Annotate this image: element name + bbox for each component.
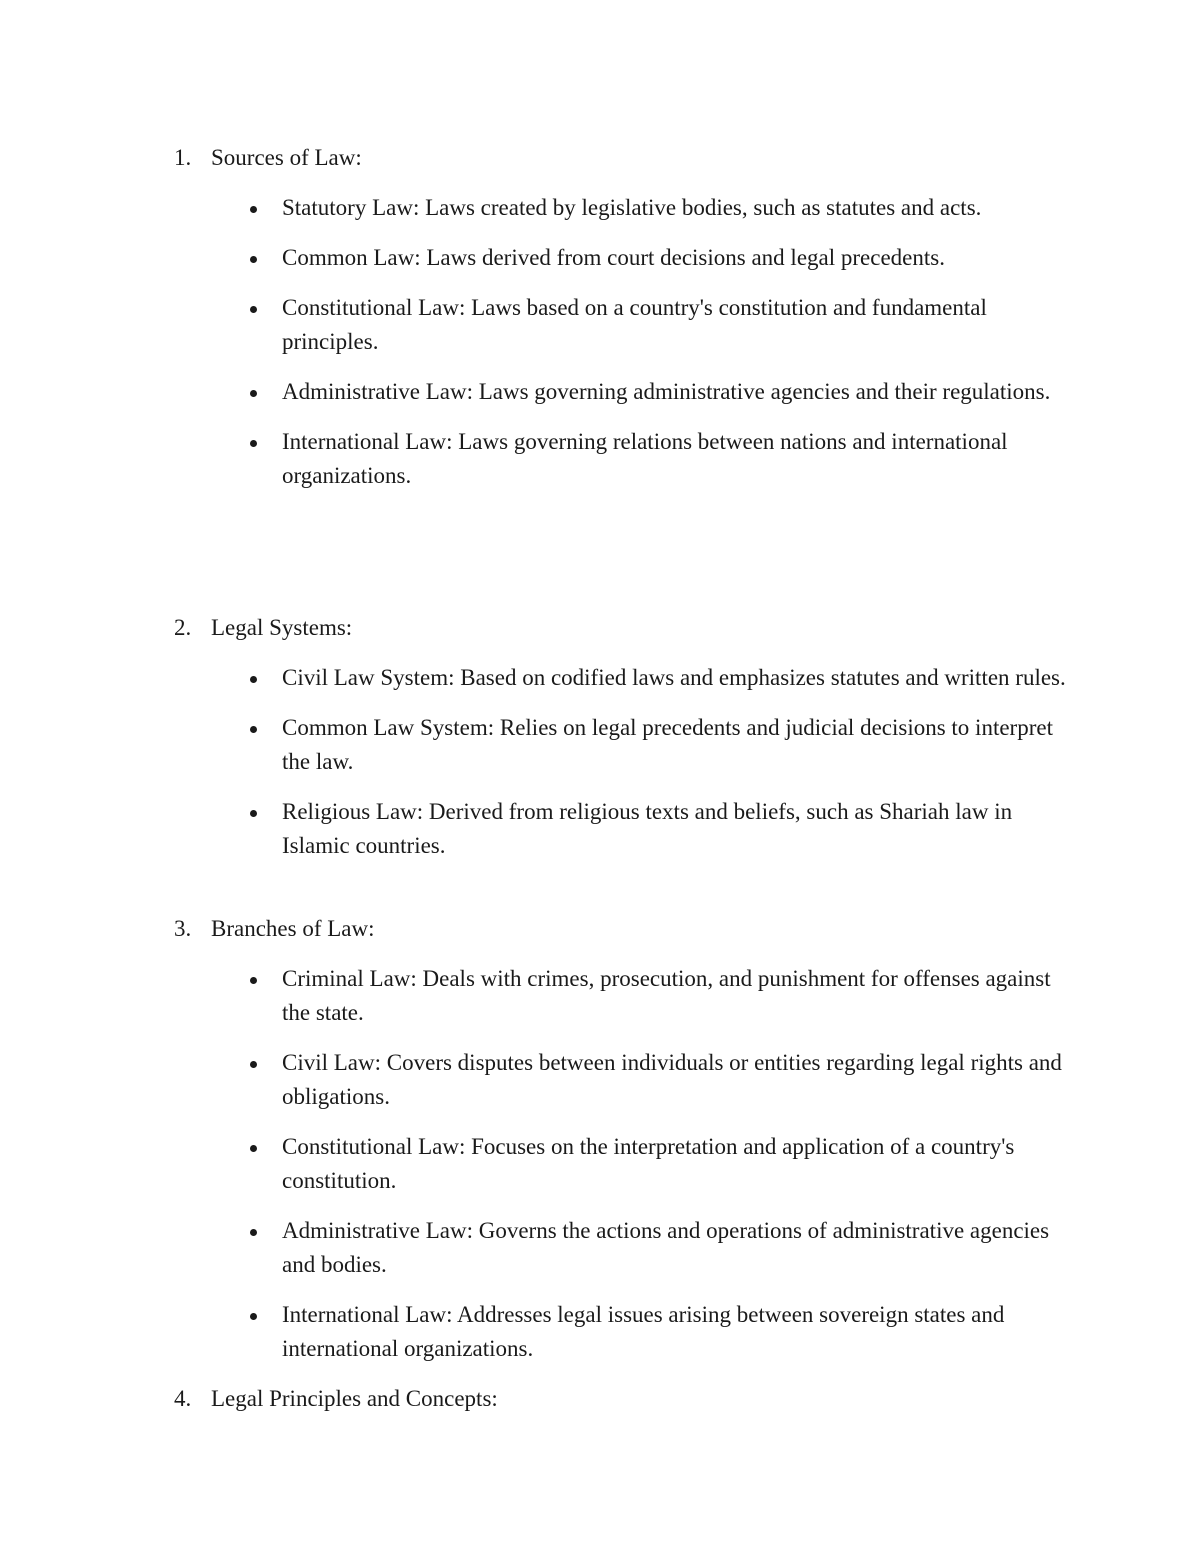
bullet-icon <box>250 1229 257 1236</box>
bullet-icon <box>250 676 257 683</box>
section-number: 4. <box>174 1386 192 1411</box>
bullet-icon <box>250 390 257 397</box>
list-item <box>0 795 1072 863</box>
section-sources-of-law <box>0 141 1200 493</box>
list-item <box>0 291 1072 359</box>
section-legal-principles <box>0 1382 1200 1416</box>
bullet-icon <box>250 1145 257 1152</box>
section-title: Sources of Law: <box>211 145 362 170</box>
list-item <box>0 661 1072 695</box>
bullet-icon <box>250 977 257 984</box>
bullet-icon <box>250 206 257 213</box>
list-item-text: Civil Law System: Based on codified laws and emphasizes statutes and written rules. <box>282 665 1066 690</box>
list-item-text: Criminal Law: Deals with crimes, prosecution, and punishment for offenses against the state. <box>282 966 1051 1025</box>
bullet-icon <box>250 440 257 447</box>
list-item-text: International Law: Addresses legal issues arising between sovereign states and international organizations. <box>282 1302 1005 1361</box>
bullet-list <box>0 191 1200 493</box>
list-item-text: Administrative Law: Laws governing administrative agencies and their regulations. <box>282 379 1051 404</box>
list-item <box>0 1298 1072 1366</box>
bullet-icon <box>250 306 257 313</box>
list-item <box>0 375 1072 409</box>
list-item-text: Statutory Law: Laws created by legislative bodies, such as statutes and acts. <box>282 195 982 220</box>
section-number: 2. <box>174 615 192 640</box>
list-item-text: Common Law: Laws derived from court decisions and legal precedents. <box>282 245 945 270</box>
bullet-list <box>0 962 1200 1366</box>
list-item-text: International Law: Laws governing relations between nations and international organizations. <box>282 429 1008 488</box>
section-heading <box>0 912 1200 946</box>
bullet-list <box>0 661 1200 863</box>
section-heading <box>0 141 1200 175</box>
list-item <box>0 1130 1072 1198</box>
list-item-text: Civil Law: Covers disputes between individuals or entities regarding legal rights and obligations. <box>282 1050 1062 1109</box>
bullet-icon <box>250 1061 257 1068</box>
section-number: 3. <box>174 916 192 941</box>
section-heading <box>0 1382 1200 1416</box>
list-item <box>0 425 1072 493</box>
list-item <box>0 191 1072 225</box>
list-item-text: Administrative Law: Governs the actions and operations of administrative agencies and bodies. <box>282 1218 1050 1277</box>
list-item-text: Common Law System: Relies on legal precedents and judicial decisions to interpret the law. <box>282 715 1053 774</box>
list-item-text: Constitutional Law: Focuses on the interpretation and application of a country's constitution. <box>282 1134 1015 1193</box>
list-item <box>0 711 1072 779</box>
section-legal-systems <box>0 611 1200 863</box>
section-heading <box>0 611 1200 645</box>
section-branches-of-law <box>0 912 1200 1366</box>
bullet-icon <box>250 810 257 817</box>
bullet-icon <box>250 726 257 733</box>
list-item <box>0 962 1072 1030</box>
bullet-icon <box>250 256 257 263</box>
list-item <box>0 1046 1072 1114</box>
section-title: Legal Principles and Concepts: <box>211 1386 498 1411</box>
section-title: Branches of Law: <box>211 916 375 941</box>
section-number: 1. <box>174 145 192 170</box>
section-title: Legal Systems: <box>211 615 353 640</box>
list-item-text: Religious Law: Derived from religious texts and beliefs, such as Shariah law in Islamic countries. <box>282 799 1013 858</box>
list-item <box>0 1214 1072 1282</box>
bullet-icon <box>250 1313 257 1320</box>
list-item <box>0 241 1072 275</box>
list-item-text: Constitutional Law: Laws based on a country's constitution and fundamental principles. <box>282 295 987 354</box>
